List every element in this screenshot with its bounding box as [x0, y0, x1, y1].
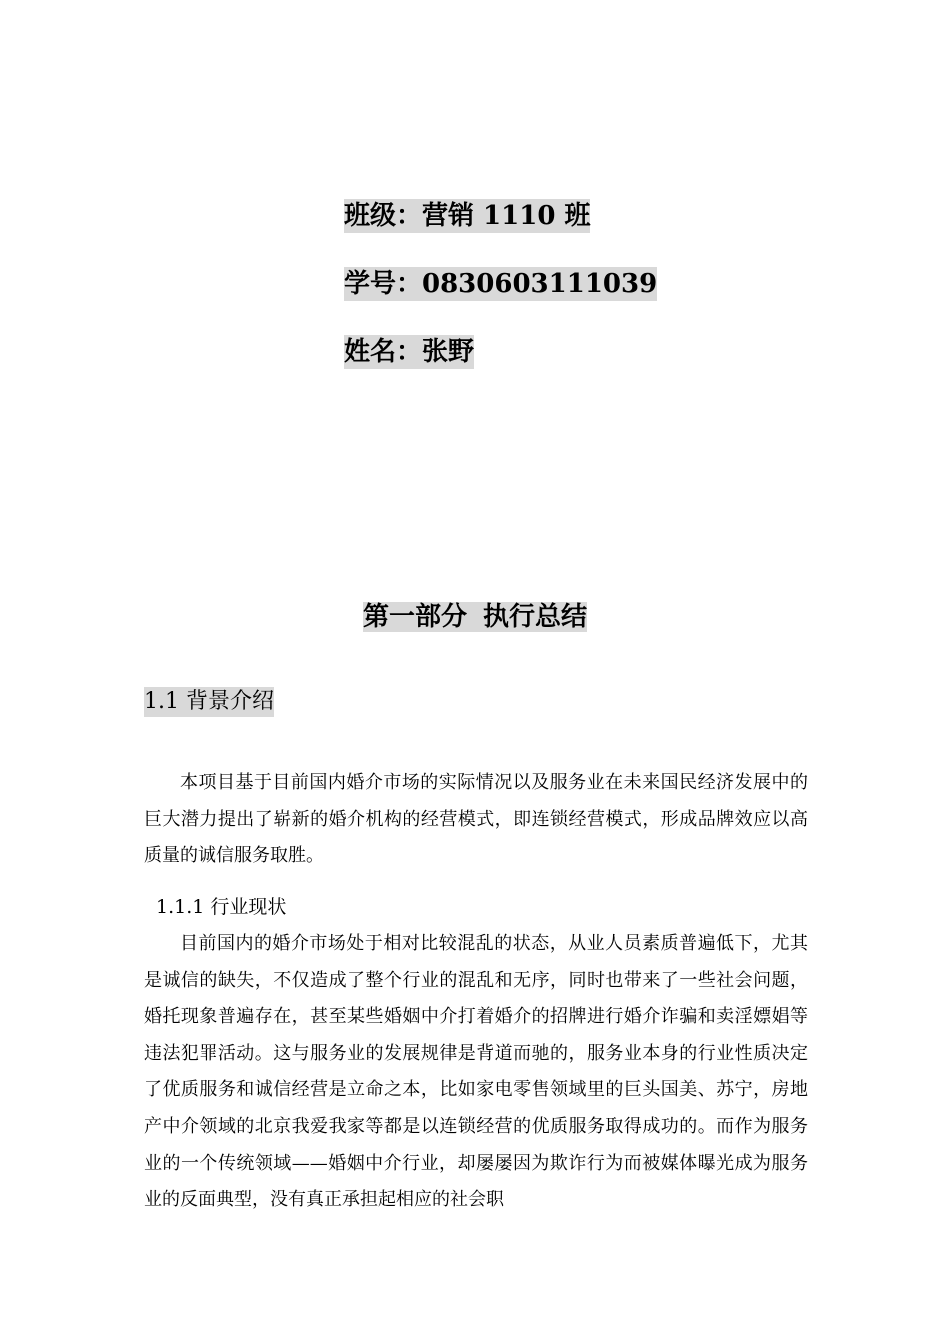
part-title-number: 第一部分 — [362, 602, 467, 632]
part-title — [0, 600, 950, 634]
intro-paragraph: 本项目基于目前国内婚介市场的实际情况以及服务业在未来国民经济发展中的巨大潜力提出了崭新的婚介机构的经营模式，即连锁经营模式，形成品牌效应以高质量的诚信服务取胜。 — [144, 772, 808, 867]
section-title: 1.1 背景介绍 — [144, 687, 274, 717]
class-line: 班级：营销 1110 班 — [344, 201, 591, 231]
part-title-text: 执行总结 — [483, 602, 588, 632]
subsection-title: 1.1.1 行业现状 — [156, 896, 287, 918]
student-id-line: 学号：0830603111039 — [344, 269, 658, 299]
part-title-heading — [363, 602, 587, 632]
student-name-line: 姓名：张野 — [344, 337, 475, 367]
industry-status-paragraph: 目前国内的婚介市场处于相对比较混乱的状态，从业人员素质普遍低下，尤其是诚信的缺失，不仅造成了整个行业的混乱和无序，同时也带来了一些社会问题，婚托现象普遍存在，甚至某些婚姻中介打着婚介的招牌进行婚介诈骗和卖淫嫖娼等违法犯罪活动。这与服务业的发展规律是背道而驰的，服务业本身的行业性质决定了优质服务和诚信经营是立命之本，比如家电零售领域里的巨头国美、苏宁，房地产中介领域的北京我爱我家等都是以连锁经营的优质服务取得成功的。而作为服务业的一个传统领域——婚姻中介行业，却屡屡因为欺诈行为而被媒体曝光成为服务业的反面典型，没有真正承担起相应的社会职 — [144, 933, 808, 1211]
